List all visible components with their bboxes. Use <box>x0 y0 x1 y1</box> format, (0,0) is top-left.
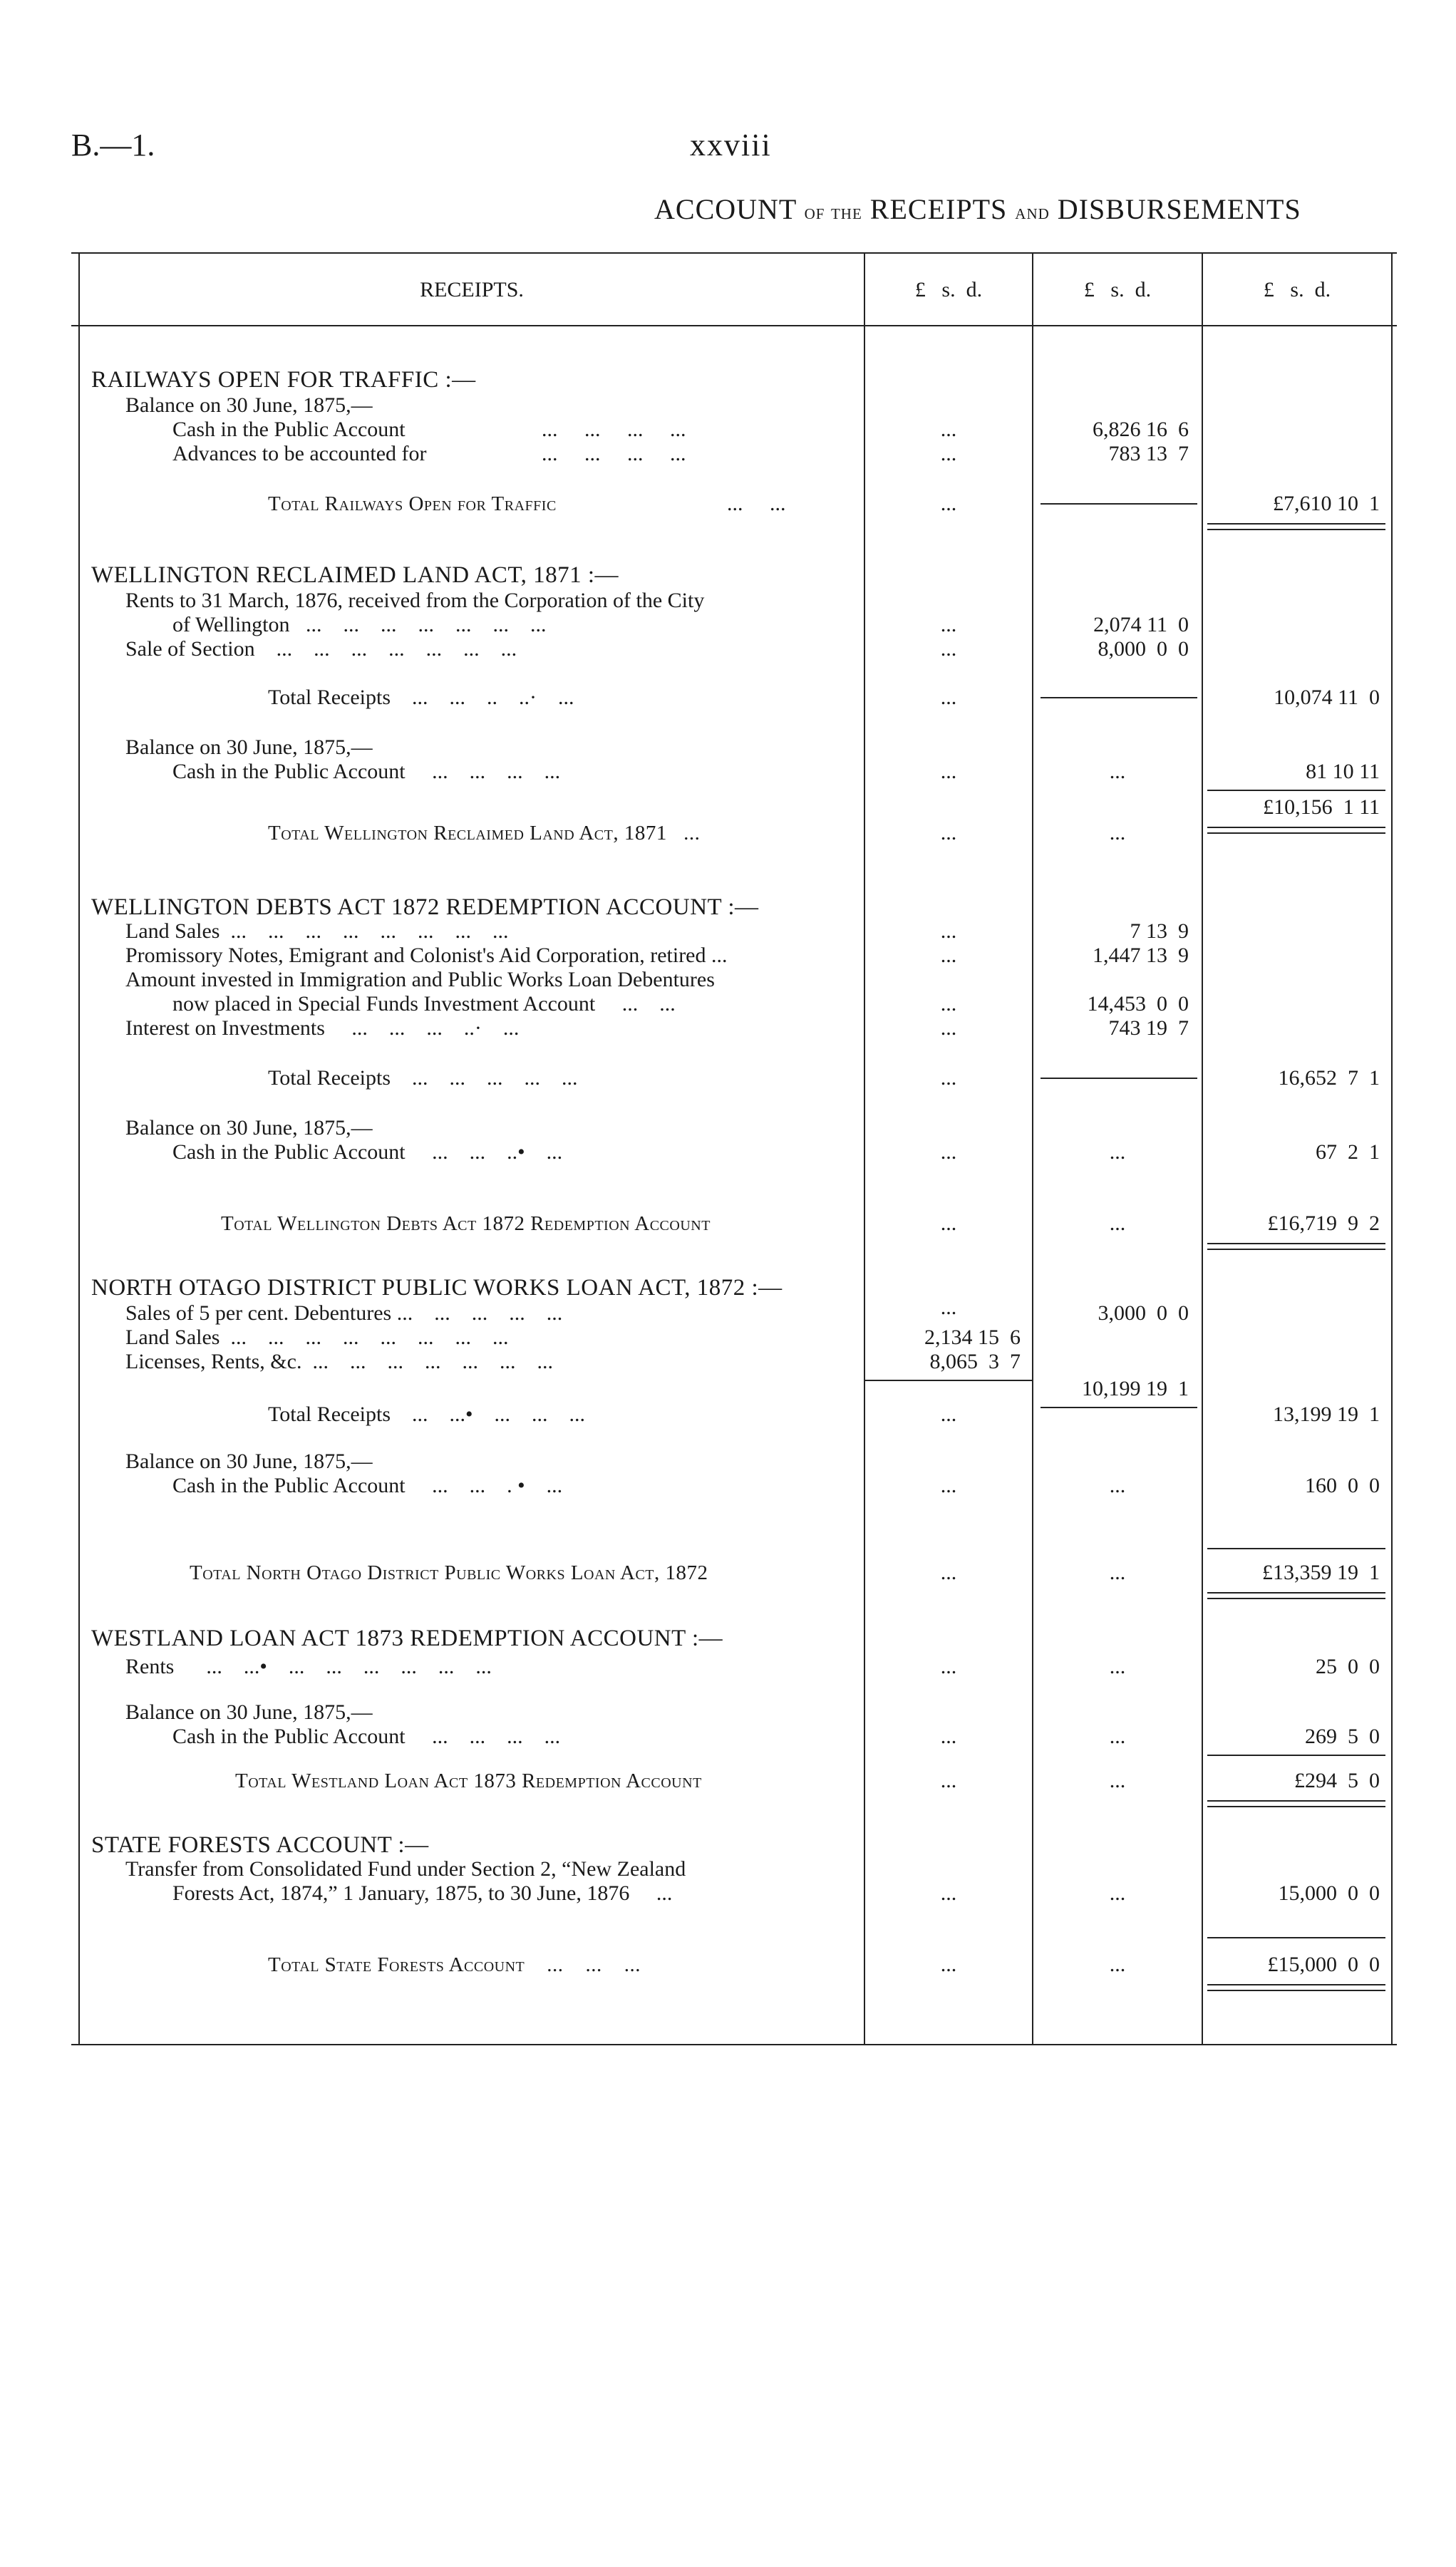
wd-land-col2: 7 13 9 <box>1130 919 1189 943</box>
wd-total-label: Total Wellington Debts Act 1872 Redemption Account <box>221 1212 711 1235</box>
railways-cash-col1: ... <box>940 418 957 441</box>
sf-total-label: Total State Forests Account ... ... ... <box>268 1953 641 1976</box>
wl-sale-col2: 8,000 0 0 <box>1098 637 1189 661</box>
railways-cash-col2: 6,826 16 6 <box>1093 418 1189 441</box>
no-total-double-rule-a <box>1207 1592 1385 1594</box>
sf-transfer-col1: ... <box>940 1881 957 1905</box>
wst-total-col2: ... <box>1109 1769 1126 1792</box>
sf-transfer-col2: ... <box>1109 1881 1126 1905</box>
no-cash-col1: ... <box>940 1474 957 1497</box>
railways-advances-leaders: ... ... ... ... <box>542 442 686 465</box>
section-heading-wellington-debts: WELLINGTON DEBTS ACT 1872 REDEMPTION ACCOUNT :— <box>91 894 759 920</box>
no-land-label: Land Sales ... ... ... ... ... ... ... ... <box>125 1326 509 1349</box>
wl-rents-line1: Rents to 31 March, 1876, received from the Corporation of the City <box>125 589 705 612</box>
money-col-rule-1 <box>864 325 1033 326</box>
no-total-receipts-col1: ... <box>940 1403 957 1426</box>
railways-total-label: Total Railways Open for Traffic <box>268 492 557 515</box>
wl-cash-label: Cash in the Public Account ... ... ... ... <box>172 760 561 783</box>
no-debentures-col1: ... <box>940 1296 957 1319</box>
wd-invest-line1: Amount invested in Immigration and Public Works Loan Debentures <box>125 968 715 991</box>
money-column-header-1: £ s. d. <box>914 278 983 301</box>
wd-total-double-rule-b <box>1207 1249 1385 1250</box>
railways-advances-col2: 783 13 7 <box>1108 442 1189 465</box>
wst-cash-col1: ... <box>940 1725 957 1748</box>
wd-cash-col3: 67 2 1 <box>1316 1140 1380 1164</box>
sf-transfer-line1: Transfer from Consolidated Fund under Section 2, “New Zealand <box>125 1857 686 1881</box>
wd-cash-col2: ... <box>1109 1140 1126 1164</box>
title-of-the: of the <box>804 200 862 224</box>
title-and: and <box>1015 200 1050 224</box>
wd-interest-col2: 743 19 7 <box>1108 1016 1189 1040</box>
no-cash-col3: 160 0 0 <box>1305 1474 1380 1497</box>
railways-total-double-rule-a <box>1207 523 1385 525</box>
no-total-label: Total North Otago District Public Works Loan Act, 1872 <box>190 1561 708 1584</box>
no-total-col1: ... <box>940 1561 957 1584</box>
no-subtotal-rule <box>1041 1407 1197 1408</box>
railways-total-double-rule-b <box>1207 529 1385 530</box>
wd-notes-col1: ... <box>940 944 957 967</box>
wst-cash-col2: ... <box>1109 1725 1126 1748</box>
no-debentures-col2: 3,000 0 0 <box>1098 1301 1189 1325</box>
wd-interest-label: Interest on Investments ... ... ... ..· ... <box>125 1016 520 1040</box>
wl-cash-col2: ... <box>1109 760 1126 783</box>
wd-invest-col2: 14,453 0 0 <box>1087 992 1189 1016</box>
wl-balance-label: Balance on 30 June, 1875,— <box>125 735 373 759</box>
wd-notes-label: Promissory Notes, Emigrant and Colonist's Aid Corporation, retired ... <box>125 944 728 967</box>
no-cash-col2: ... <box>1109 1474 1126 1497</box>
no-licenses-label: Licenses, Rents, &c. ... ... ... ... ... ... ... <box>125 1350 553 1373</box>
table-left-border <box>78 252 80 2045</box>
wd-total-col1: ... <box>940 1212 957 1235</box>
header-bottom-border <box>71 325 1397 326</box>
table-right-border <box>1391 252 1393 2045</box>
wl-sale-col1: ... <box>940 637 957 661</box>
sf-transfer-line2: Forests Act, 1874,” 1 January, 1875, to 30 June, 1876 ... <box>172 1881 673 1905</box>
wst-total-label: Total Westland Loan Act 1873 Redemption Account <box>235 1770 702 1792</box>
wst-rents-col1: ... <box>940 1655 957 1678</box>
wl-total-label: Total Wellington Reclaimed Land Act, 1871 ... <box>268 822 701 845</box>
wd-total-receipts-col1: ... <box>940 1066 957 1090</box>
wl-total-col2: ... <box>1109 821 1126 845</box>
sf-total-double-rule-a <box>1207 1984 1385 1985</box>
wd-cash-label: Cash in the Public Account ... ... ..• ... <box>172 1140 563 1164</box>
no-total-receipts-col3: 13,199 19 1 <box>1273 1403 1380 1426</box>
sf-total-col3: £15,000 0 0 <box>1267 1953 1380 1976</box>
no-debentures-label: Sales of 5 per cent. Debentures ... ... ... ... ... <box>125 1301 563 1325</box>
wd-interest-col1: ... <box>940 1016 957 1040</box>
railways-balance-label: Balance on 30 June, 1875,— <box>125 393 373 417</box>
wl-total-col1: ... <box>940 821 957 845</box>
railways-cash-leaders: ... ... ... ... <box>542 418 686 441</box>
wst-rents-col3: 25 0 0 <box>1316 1655 1380 1678</box>
section-heading-wellington-land: WELLINGTON RECLAIMED LAND ACT, 1871 :— <box>91 562 619 588</box>
railways-advances-label: Advances to be accounted for <box>172 442 427 465</box>
wst-total-col1: ... <box>940 1769 957 1792</box>
table-top-border <box>71 252 1397 254</box>
railways-subtotal-rule <box>1041 503 1197 505</box>
sf-total-col2: ... <box>1109 1953 1126 1976</box>
section-heading-westland: WESTLAND LOAN ACT 1873 REDEMPTION ACCOUNT :— <box>91 1626 723 1651</box>
wl-total-receipts-label: Total Receipts ... ... .. ..· ... <box>268 686 574 709</box>
wst-total-double-rule-a <box>1207 1800 1385 1802</box>
wd-cash-col1: ... <box>940 1140 957 1164</box>
no-total-receipts-label: Total Receipts ... ...• ... ... ... <box>268 1403 586 1426</box>
sf-transfer-rule <box>1207 1937 1385 1938</box>
wd-balance-label: Balance on 30 June, 1875,— <box>125 1116 373 1140</box>
wst-cash-label: Cash in the Public Account ... ... ... ... <box>172 1725 561 1748</box>
wl-rents-col1: ... <box>940 613 957 636</box>
wl-cash-rule <box>1207 790 1385 791</box>
title-disbursements: DISBURSEMENTS <box>1049 193 1301 225</box>
section-heading-railways: RAILWAYS OPEN FOR TRAFFIC :— <box>91 367 476 393</box>
wl-cash-col3: 81 10 11 <box>1306 760 1380 783</box>
wl-rents-col2: 2,074 11 0 <box>1093 613 1189 636</box>
wd-land-col1: ... <box>940 919 957 943</box>
sf-total-col1: ... <box>940 1953 957 1976</box>
wd-invest-line2: now placed in Special Funds Investment Account ... ... <box>172 992 676 1016</box>
receipts-column-header: RECEIPTS. <box>420 278 524 301</box>
money-column-header-3: £ s. d. <box>1263 278 1331 301</box>
railways-cash-label: Cash in the Public Account <box>172 418 406 441</box>
wl-total-receipts-col1: ... <box>940 686 957 709</box>
wl-total-double-rule-a <box>1207 827 1385 828</box>
title-receipts: RECEIPTS <box>862 193 1016 225</box>
wl-total-double-rule-b <box>1207 832 1385 834</box>
wd-notes-col2: 1,447 13 9 <box>1093 944 1189 967</box>
no-licenses-col1: 8,065 3 7 <box>929 1350 1021 1373</box>
wd-total-double-rule-a <box>1207 1243 1385 1244</box>
wl-cash-col1: ... <box>940 760 957 783</box>
wst-balance-label: Balance on 30 June, 1875,— <box>125 1700 373 1724</box>
wl-total-col3: £10,156 1 11 <box>1263 795 1380 819</box>
no-land-col1: 2,134 15 6 <box>924 1326 1021 1349</box>
railways-total-col3: £7,610 10 1 <box>1273 492 1380 515</box>
railways-advances-col1: ... <box>940 442 957 465</box>
wst-cash-rule <box>1207 1755 1385 1756</box>
wd-total-receipts-label: Total Receipts ... ... ... ... ... <box>268 1066 578 1090</box>
wl-total-receipts-col3: 10,074 11 0 <box>1274 686 1380 709</box>
money-column-header-2: £ s. d. <box>1083 278 1152 301</box>
table-bottom-border <box>71 2044 1397 2045</box>
sf-total-double-rule-b <box>1207 1990 1385 1991</box>
no-balance-label: Balance on 30 June, 1875,— <box>125 1450 373 1473</box>
no-cash-rule <box>1207 1548 1385 1549</box>
wl-rents-line2: of Wellington ... ... ... ... ... ... ... <box>172 613 547 636</box>
wl-sale-label: Sale of Section ... ... ... ... ... ... ... <box>125 637 517 661</box>
railways-total-col1: ... <box>940 492 957 515</box>
no-total-double-rule-b <box>1207 1598 1385 1599</box>
page-reference: B.—1. <box>71 128 155 162</box>
wst-rents-col2: ... <box>1109 1655 1126 1678</box>
page-title <box>654 192 1301 226</box>
railways-total-leaders: ... ... <box>727 492 786 515</box>
wd-land-label: Land Sales ... ... ... ... ... ... ... ... <box>125 919 509 943</box>
section-heading-north-otago: NORTH OTAGO DISTRICT PUBLIC WORKS LOAN ACT, 1872 :— <box>91 1275 783 1301</box>
no-total-col2: ... <box>1109 1561 1126 1584</box>
no-total-col3: £13,359 19 1 <box>1262 1561 1380 1584</box>
wd-total-col2: ... <box>1109 1212 1126 1235</box>
wl-subtotal-rule <box>1041 697 1197 698</box>
wd-invest-col1: ... <box>940 992 957 1016</box>
no-cash-label: Cash in the Public Account ... ... . • ... <box>172 1474 563 1497</box>
wst-total-col3: £294 5 0 <box>1294 1769 1380 1792</box>
title-account: ACCOUNT <box>654 193 805 225</box>
wst-cash-col3: 269 5 0 <box>1305 1725 1380 1748</box>
wd-total-col3: £16,719 9 2 <box>1267 1212 1380 1235</box>
sf-transfer-col3: 15,000 0 0 <box>1278 1881 1380 1905</box>
wst-total-double-rule-b <box>1207 1806 1385 1807</box>
wst-rents-label: Rents ... ...• ... ... ... ... ... ... <box>125 1655 492 1678</box>
wd-total-receipts-col3: 16,652 7 1 <box>1278 1066 1380 1090</box>
no-subtotal-col2: 10,199 19 1 <box>1082 1377 1189 1400</box>
wd-subtotal-rule <box>1041 1078 1197 1079</box>
page-number: xxviii <box>690 128 772 162</box>
no-col1-rule <box>865 1380 1032 1381</box>
section-heading-state-forests: STATE FORESTS ACCOUNT :— <box>91 1832 429 1858</box>
